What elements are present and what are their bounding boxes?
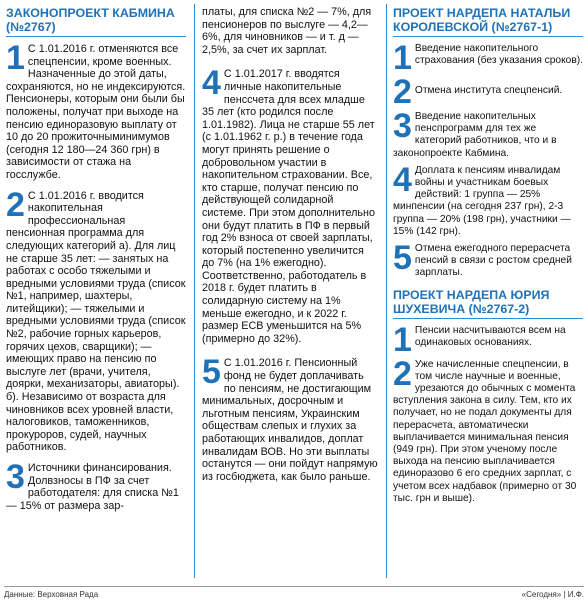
point-number: 2 <box>393 73 412 111</box>
point-text: Отмена ежегодного перерасчета пенсий в связи с ростом средней зарплаты. <box>414 243 572 279</box>
point-3-continued <box>202 6 378 56</box>
point-number: 3 <box>6 458 25 496</box>
point-text: Введение накопительного страхования (без указания сроков). <box>414 43 583 67</box>
point-text: С 1.01.2017 г. вводятся личные накопительные пенссчета для всех младше 35 лет (кто родился после 1.01.1982). Лица не старше 55 лет (с 1.01.1962 г. р.) в течение года могут принять решение о добровольном участии в накопительном страховании. Все, кто старше, получат пенсию по действующей солидарной системе. При этом дополнительно они будут платить в ПФ в первый год 2% взноса от своей зарплаты, который постепенно увеличится до 7% (на 1% ежегодно). Соответственно, работодатель в 2018 г. будет платить в солидарную систему на 1% меньше ежегодно, и к 2022 г. размер ЕСВ уменьшится на 5% (примерно до 32%). <box>202 68 375 345</box>
cabmin-project-continued-column <box>202 6 378 488</box>
point-5 <box>393 239 583 280</box>
deputy-projects-column <box>393 6 583 510</box>
point-number: 3 <box>393 107 412 145</box>
point-number: 2 <box>393 354 412 393</box>
point-text: Доплата к пенсиям инвалидам войны и участникам боевых действий: 1 группа — 25% минпенсии (на сегодня 237 грн), 2-3 группа — 20% (198 грн), участники — 15% (142 грн). <box>393 164 571 237</box>
point-2 <box>393 354 583 505</box>
point-text: Введение накопительных пенспрограмм для тех же категорий работников, что и в законопроекте Кабмина. <box>393 111 557 159</box>
point-1 <box>393 39 583 77</box>
section-title: ЗАКОНОПРОЕКТ КАБМИНА (№2767) <box>6 6 186 37</box>
point-text: С 1.01.2016 г. отменяются все спецпенсии, кроме военных. Назначенные до этой даты, сохраняются, но не индексируются. Пенсионеры, которым они были бы положены, получат при выходе на пенсию единоразовую выплату от 10 до 20 прожиточныминимумов (сегодня 12 180—24 360 грн) в зависимости от стажа на госслужбе. <box>6 43 186 181</box>
data-source: Данные: Верховная Рада <box>4 590 99 599</box>
point-3 <box>6 458 186 512</box>
point-5 <box>202 353 378 483</box>
point-4 <box>393 160 583 238</box>
point-text: Уже начисленные спецпенсии, в том числе научные и военные, урезаются до обычных с момента вступления закона в силу. Тем, кто их получает, но не подал документы для перерасчета, автоматически выплачивается минимальная пенсия (949 грн). При этом ученому после выхода на пенсию выплачивается единоразово 6 его средних зарплат, с учетом всех надбавок (примерно от 30 тыс. грн и выше). <box>393 358 577 504</box>
column-divider <box>386 4 387 578</box>
point-number: 2 <box>6 185 25 224</box>
point-number: 4 <box>202 64 221 103</box>
point-number: 1 <box>6 39 25 77</box>
point-3 <box>393 107 583 160</box>
point-4 <box>202 64 378 345</box>
point-1 <box>393 320 583 359</box>
point-text: С 1.01.2016 г. Пенсионный фонд не будет доплачивать по пенсиям, не достигающим минимальных, досрочным и льготным пенсиям, Украинским обществам слепых и глухих за работающих инвалидов, доплат инвалидам ВОВ. Но эти выплаты останутся — они пойдут напрямую из госбюджета, как было раньше. <box>202 357 378 483</box>
point-text: платы, для списка №2 — 7%, для пенсионеров по выслуге — 4,2—6%, для чиновников — и т. д — 2,5%, за счет их зарплат. <box>202 6 372 56</box>
point-2 <box>393 73 583 111</box>
column-divider <box>194 4 195 578</box>
section-title: ПРОЕКТ НАРДЕПА НАТАЛЬИ КОРОЛЕВСКОЙ (№2767-1) <box>393 6 583 37</box>
point-number: 1 <box>393 320 412 359</box>
point-text: Отмена института спецпенсий. <box>414 85 563 96</box>
point-number: 5 <box>393 239 412 278</box>
point-number: 1 <box>393 39 412 77</box>
point-number: 4 <box>393 160 412 199</box>
point-text: Источники финансирования. Долвзносы в ПФ за счет работодателя: для списка №1 — 15% от размера зар- <box>6 462 179 512</box>
credit: «Сегодня» | И.Ф. <box>521 590 584 599</box>
point-1 <box>6 39 186 182</box>
cabmin-project-column <box>6 6 186 517</box>
point-number: 5 <box>202 353 221 392</box>
section-title: ПРОЕКТ НАРДЕПА ЮРИЯ ШУХЕВИЧА (№2767-2) <box>393 288 583 319</box>
footer <box>4 586 584 600</box>
point-text: С 1.01.2016 г. вводится накопительная профессиональная пенсионная программа для следующих категорий а). Для лиц не старше 35 лет: — занятых на работах с особо тяжелыми и вредными условиями труда (список №1, например, шахтеры, литейщики); — тяжелыми и вредными условиями труда (список №2, рабочие горных карьеров, горячих цехов, сварщики); — имеющих право на пенсию по выслуге лет (врачи, учителя, доярки, механизаторы, авиаторы). б). Независимо от возраста для чиновников всех уровней власти, налоговиков, таможенников, прокуроров, судей, научных работников. <box>6 189 186 454</box>
point-text: Пенсии насчитываются всем на одинаковых основаниях. <box>414 324 566 348</box>
point-2 <box>6 185 186 454</box>
